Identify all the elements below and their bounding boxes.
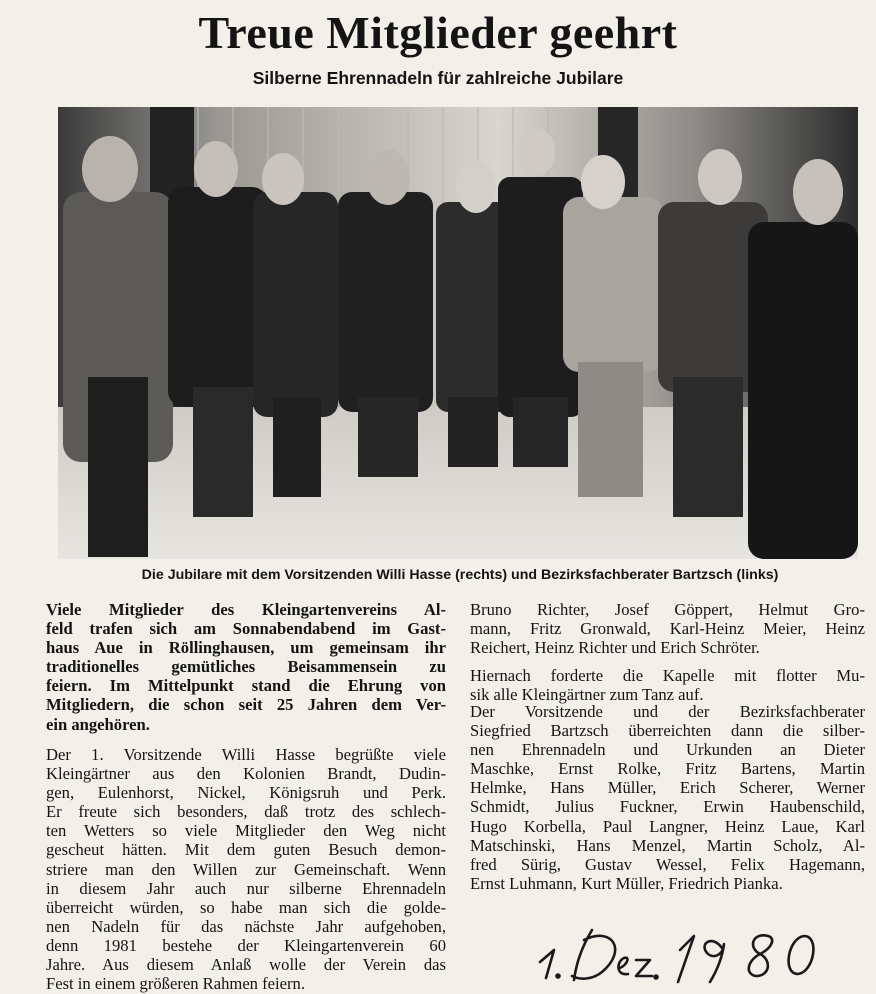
body-line: Ernst Luhmann, Kurt Müller, Friedrich Pianka. bbox=[470, 873, 783, 893]
body-line: Helmke, Hans Müller, Erich Scherer, Werner bbox=[470, 778, 865, 798]
body-line: Der 1. Vorsitzende Willi Hasse begrüßte viele bbox=[46, 745, 446, 764]
body-line: Reichert, Heinz Richter und Erich Schröter. bbox=[470, 638, 760, 658]
body-line: Hiernach forderte die Kapelle mit flotter Mu- bbox=[470, 666, 865, 685]
lead-line: ein angehören. bbox=[46, 714, 150, 734]
body-line: nen Nadeln für das nächste Jahr aufgehoben, bbox=[46, 916, 446, 936]
subheadline: Silberne Ehrennadeln für zahlreiche Jubilare bbox=[252, 68, 624, 88]
lead-line: feld trafen sich am Sonnabendabend im Gast- bbox=[46, 619, 446, 639]
lead-line: Viele Mitglieder des Kleingartenvereins Al- bbox=[46, 600, 446, 619]
body-line: Hugo Korbella, Paul Langner, Heinz Laue, Karl bbox=[470, 816, 865, 836]
body-line: überreicht würden, so habe man sich die golde- bbox=[46, 897, 446, 917]
body-line: Fest in einem größeren Rahmen feiern. bbox=[46, 974, 305, 994]
lead-line: traditionelles gemütliches Beisammensein zu bbox=[46, 657, 446, 677]
body-line: Jahre. Aus diesem Anlaß wolle der Verein das bbox=[46, 955, 446, 975]
lead-line: Mitgliedern, die schon seit 25 Jahren dem Ver- bbox=[46, 695, 446, 715]
photo-caption: Die Jubilare mit dem Vorsitzenden Willi Hasse (rechts) und Bezirksfachberater Bartzsch (links) bbox=[141, 567, 779, 583]
body-line: Er freute sich besonders, daß trotz des schlech- bbox=[46, 802, 446, 822]
body-line: mann, Fritz Gronwald, Karl-Heinz Meier, Heinz bbox=[470, 619, 865, 639]
body-line: gen, Eulenhorst, Nickel, Königsruh und Perk. bbox=[46, 783, 446, 803]
body-line: Bruno Richter, Josef Göppert, Helmut Gro- bbox=[470, 600, 865, 619]
lead-line: feiern. Im Mittelpunkt stand die Ehrung von bbox=[46, 676, 446, 696]
body-line: striere man den Willen zur Gemeinschaft. Wenn bbox=[46, 859, 446, 879]
body-line: gescheut hätten. Mit dem guten Besuch demon- bbox=[46, 840, 446, 860]
body-paragraph-left bbox=[46, 745, 446, 993]
body-line: Matschinski, Hans Menzel, Martin Scholz, Al- bbox=[470, 835, 865, 855]
body-line: nen Ehrennadeln und Urkunden an Dieter bbox=[470, 740, 865, 760]
body-line: Schmidt, Julius Fuckner, Erwin Haubenschild, bbox=[470, 797, 865, 817]
right-paragraph-honors bbox=[470, 702, 865, 893]
right-paragraph-names bbox=[470, 600, 865, 657]
body-line: Der Vorsitzende und der Bezirksfachberater bbox=[470, 702, 865, 721]
body-line: Kleingärtner aus den Kolonien Brandt, Dudin- bbox=[46, 764, 446, 784]
body-line: Siegfried Bartzsch überreichten dann die silber- bbox=[470, 721, 865, 741]
body-line: denn 1981 bestehe der Kleingartenverein 60 bbox=[46, 935, 446, 955]
body-line: in diesem Jahr auch nur silberne Ehrennadeln bbox=[46, 878, 446, 898]
lead-paragraph bbox=[46, 600, 446, 734]
headline: Treue Mitglieder geehrt bbox=[198, 7, 678, 58]
handwritten-date bbox=[532, 920, 852, 990]
body-line: fred Sürig, Gustav Wessel, Felix Hagemann, bbox=[470, 854, 865, 874]
body-line: sik alle Kleingärtner zum Tanz auf. bbox=[470, 685, 704, 705]
body-line: Maschke, Ernst Rolke, Fritz Bartens, Martin bbox=[470, 759, 865, 779]
lead-line: haus Aue in Röllinghausen, um gemeinsam ihr bbox=[46, 638, 446, 658]
right-paragraph-dance bbox=[470, 666, 865, 704]
body-line: ten Wetters so viele Mitglieder den Weg nicht bbox=[46, 821, 446, 841]
group-photo bbox=[58, 107, 858, 559]
